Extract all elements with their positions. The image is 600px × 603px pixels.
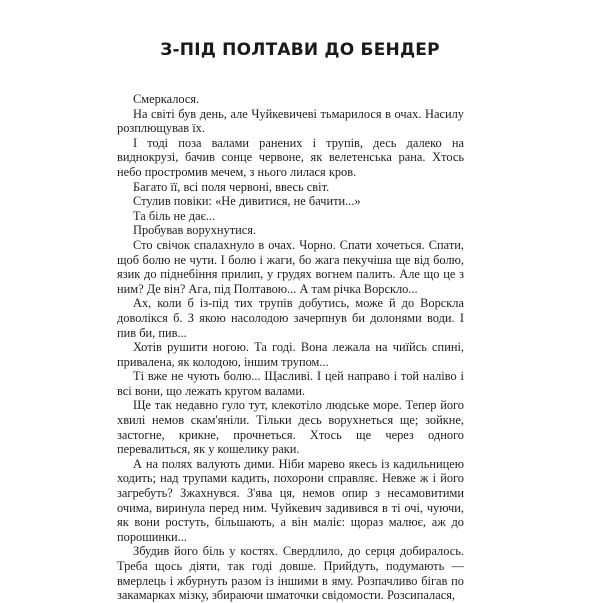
- paragraph: Пробував ворухнутися.: [133, 223, 257, 238]
- body-text: [117, 92, 464, 603]
- paragraph: Ще так недавно гуло тут, клекотіло людське море. Тепер його хвилі немов скам'яніли. Тільки десь ворухнеться ще; зойкне, застогне, крикне, прочнеться. Хтось ще через одного перевалиться, як у кошелику раки.: [117, 398, 464, 457]
- paragraph: Збудив його біль у костях. Свердлило, до серця добиралось. Треба щось діяти, так годі довше. Прийдуть, подумають — вмерлець і жбурнуть разом із іншими в яму. Розпачливо бігав по закамарках мізку, збираючи шматочки свідомости. Розсипалася,: [117, 544, 464, 603]
- paragraph: Та біль не дає...: [133, 208, 216, 223]
- paragraph: Ті вже не чують болю... Щасливі. І цей направо і той наліво і всі вони, що лежать кругом валами.: [117, 369, 464, 398]
- paragraph: Хотів рушити ногою. Та годі. Вона лежала на чиїйсь спині, привалена, як колодою, іншим трупом...: [117, 340, 464, 369]
- paragraph: На світі був день, але Чуйкевичеві тьмарилося в очах. Насилу розплющував їх.: [117, 106, 464, 136]
- paragraph: Стулив повіки: «Не дивитися, не бачити...»: [133, 194, 361, 209]
- paragraph: Ах, коли б із-під тих трупів добутись, може й до Ворскла доволікся б. З якою насолодою зачерпнув би долонями води. І пив би, пив...: [117, 296, 464, 340]
- paragraph: Сто свічок спалахнуло в очах. Чорно. Спати хочеться. Спати, щоб болю не чути. І болю і жаги, бо жага пекучіша ще від болю, язик до піднебіння прилип, у грудях вогнем палить. Але що це з ним? Де він? Ага, під Полтавою... А там річка Ворскло...: [117, 237, 464, 296]
- chapter-title: З-ПІД ПОЛТАВИ ДО БЕНДЕР: [160, 40, 440, 60]
- paragraph: Смеркалося.: [133, 92, 200, 106]
- paragraph: А на полях валують дими. Ніби марево якесь із кадильницею ходить; над трупами кадить, похорони справляє. Невже ж і його загребуть? Зжахнувся. З'ява ця, немов опир з несамовитими очима, виринула перед ним. Чуйкевич задивився в ті очі, чуючи, як вони ростуть, більшають, а він маліє: щораз малює, аж до порошинки...: [117, 456, 464, 544]
- paragraph: Багато її, всі поля червоні, ввесь світ.: [133, 179, 330, 194]
- paragraph: І тоді поза валами ранених і трупів, десь далеко на виднокрузі, бачив сонце червоне, як велетенська рана. Хтось небо простромив мечем, з нього лилася кров.: [117, 135, 464, 179]
